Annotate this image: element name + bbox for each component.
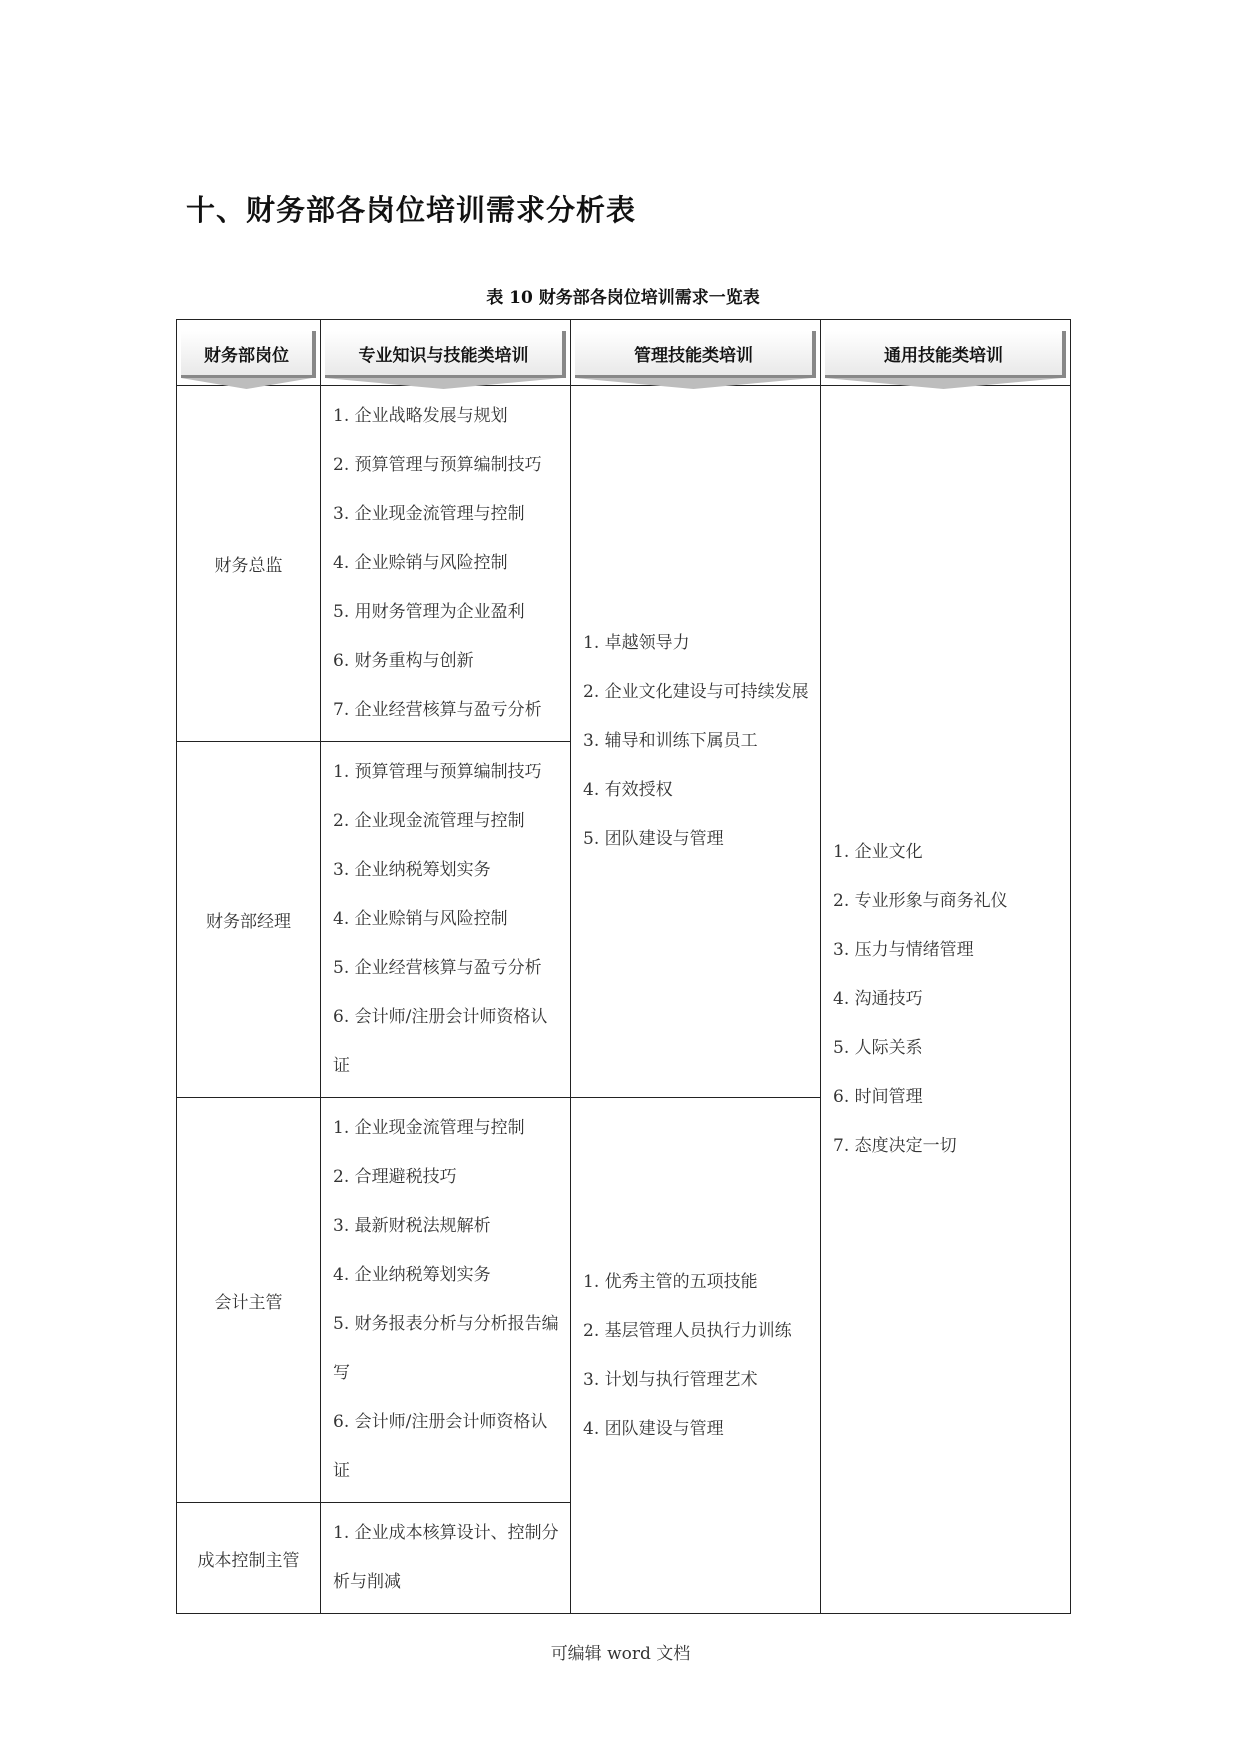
list-item: 1. 优秀主管的五项技能: [583, 1271, 758, 1292]
management-cell-senior: [571, 386, 821, 1098]
list-item: 2. 企业现金流管理与控制: [333, 811, 525, 831]
list-item: 1. 企业现金流管理与控制: [333, 1118, 525, 1138]
professional-cell-manager: [321, 742, 571, 1098]
list-item: 5. 人际关系: [833, 1038, 923, 1058]
list-item: 7. 态度决定一切: [833, 1136, 957, 1156]
list-item: 4. 有效授权: [583, 780, 673, 800]
page-footer: 可编辑 word 文档: [550, 1644, 691, 1664]
list-item: 5. 团队建设与管理: [583, 829, 724, 849]
header-label: 管理技能类培训: [634, 345, 753, 366]
header-cell-role: [177, 320, 321, 386]
table-caption: 表 10 财务部各岗位培训需求一览表: [486, 288, 760, 308]
list-item: 2. 合理避税技巧: [333, 1167, 457, 1187]
role-cell-cfo: 财务总监: [177, 386, 321, 742]
list-item: 4. 团队建设与管理: [583, 1418, 724, 1439]
list-item: 6. 会计师/注册会计师资格认证: [333, 1412, 548, 1481]
list-item: 4. 沟通技巧: [833, 989, 923, 1009]
professional-cell-cost-supervisor: [321, 1503, 571, 1614]
professional-cell-accounting-supervisor: [321, 1098, 571, 1503]
list-item: 1. 卓越领导力: [583, 633, 690, 653]
list-item: 3. 辅导和训练下属员工: [583, 731, 758, 751]
general-cell: [821, 386, 1071, 1614]
list-item: 2. 企业文化建设与可持续发展: [583, 682, 809, 702]
list-item: 4. 企业纳税筹划实务: [333, 1265, 491, 1285]
header-cell-professional: [321, 320, 571, 386]
list-item: 3. 计划与执行管理艺术: [583, 1369, 758, 1390]
list-item: 3. 企业现金流管理与控制: [333, 504, 525, 524]
header-label: 专业知识与技能类培训: [358, 345, 529, 366]
page-title: 十、财务部各岗位培训需求分析表: [186, 193, 637, 227]
role-cell-manager: 财务部经理: [177, 742, 321, 1098]
header-label: 通用技能类培训: [884, 345, 1003, 366]
list-item: 3. 企业纳税筹划实务: [333, 860, 491, 880]
training-needs-table: [176, 319, 1071, 1614]
list-item: 6. 时间管理: [833, 1087, 923, 1107]
list-item: 1. 企业成本核算设计、控制分析与削减: [333, 1523, 559, 1592]
list-item: 1. 企业文化: [833, 842, 923, 862]
list-item: 5. 企业经营核算与盈亏分析: [333, 958, 542, 978]
list-item: 1. 预算管理与预算编制技巧: [333, 762, 542, 782]
list-item: 5. 用财务管理为企业盈利: [333, 602, 525, 622]
list-item: 7. 企业经营核算与盈亏分析: [333, 700, 542, 720]
header-label: 财务部岗位: [204, 345, 289, 366]
list-item: 4. 企业赊销与风险控制: [333, 909, 508, 929]
list-item: 3. 压力与情绪管理: [833, 940, 974, 960]
list-item: 4. 企业赊销与风险控制: [333, 553, 508, 573]
list-item: 6. 会计师/注册会计师资格认证: [333, 1007, 548, 1076]
role-cell-accounting-supervisor: 会计主管: [177, 1098, 321, 1503]
professional-cell-cfo: [321, 386, 571, 742]
management-cell-junior: [571, 1098, 821, 1614]
list-item: 3. 最新财税法规解析: [333, 1216, 491, 1236]
list-item: 2. 基层管理人员执行力训练: [583, 1320, 792, 1341]
list-item: 1. 企业战略发展与规划: [333, 406, 508, 426]
list-item: 2. 预算管理与预算编制技巧: [333, 455, 542, 475]
table-row: [177, 386, 1071, 742]
role-cell-cost-supervisor: 成本控制主管: [177, 1503, 321, 1614]
list-item: 6. 财务重构与创新: [333, 651, 474, 671]
list-item: 5. 财务报表分析与分析报告编写: [333, 1314, 559, 1383]
header-cell-general: [821, 320, 1071, 386]
header-row: [177, 320, 1071, 386]
list-item: 2. 专业形象与商务礼仪: [833, 891, 1008, 911]
header-cell-management: [571, 320, 821, 386]
